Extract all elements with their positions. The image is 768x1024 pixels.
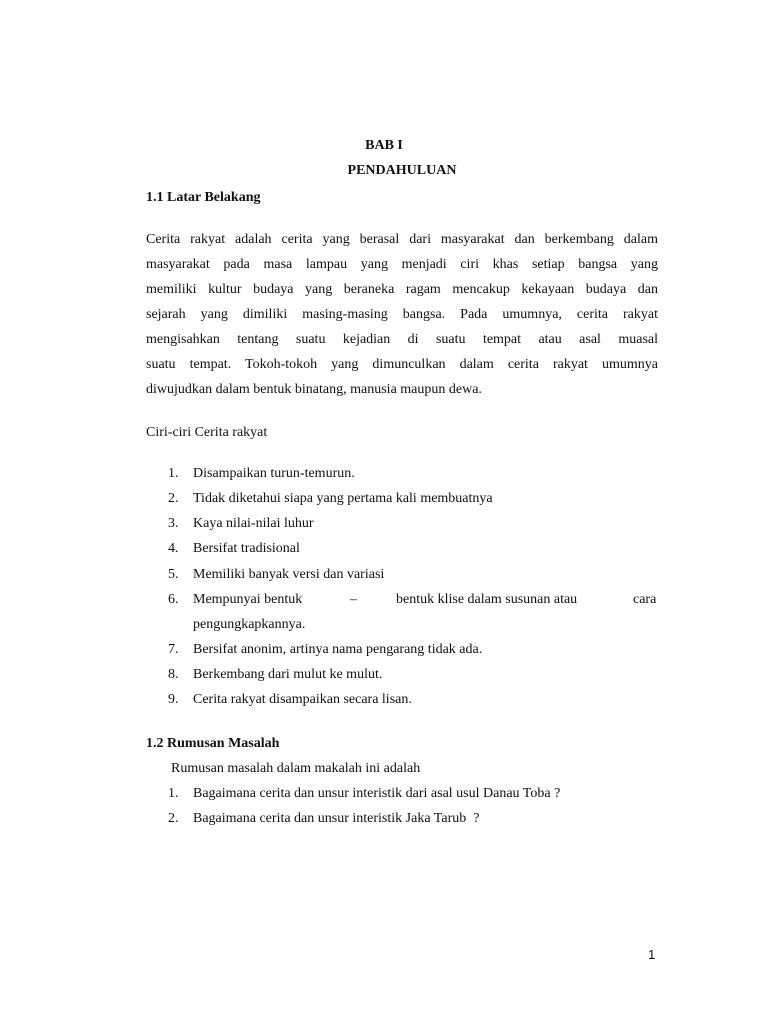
list-number: 5. [168, 567, 179, 582]
section-heading-rumusan-masalah: 1.2 Rumusan Masalah [146, 736, 280, 751]
list-number: 1. [168, 466, 179, 481]
list-item: Bersifat tradisional [193, 541, 300, 556]
list-number: 8. [168, 667, 179, 682]
list-number: 2. [168, 491, 179, 506]
list-item-continuation: pengungkapkannya. [193, 617, 306, 632]
list-number: 3. [168, 516, 179, 531]
list-item: Memiliki banyak versi dan variasi [193, 567, 385, 582]
section-heading-latar-belakang: 1.1 Latar Belakang [146, 190, 261, 205]
list-item-part: Mempunyai bentuk [193, 592, 303, 607]
list-item: Cerita rakyat disampaikan secara lisan. [193, 692, 412, 707]
paragraph-line: mengisahkan tentang suatu kejadian di suatu tempat atau asal muasal [146, 332, 658, 347]
list-item: Tidak diketahui siapa yang pertama kali membuatnya [193, 491, 493, 506]
rumusan-intro: Rumusan masalah dalam makalah ini adalah [171, 761, 421, 776]
list-item-part: bentuk klise dalam susunan atau [396, 592, 578, 607]
paragraph-line: masyarakat pada masa lampau yang menjadi ciri khas setiap bangsa yang [146, 257, 658, 272]
paragraph-line: sejarah yang dimiliki masing-masing bangsa. Pada umumnya, cerita rakyat [146, 307, 658, 322]
list-item: Kaya nilai-nilai luhur [193, 516, 314, 531]
list-number: 9. [168, 692, 179, 707]
list-intro: Ciri-ciri Cerita rakyat [146, 425, 268, 440]
paragraph-line: diwujudkan dalam bentuk binatang, manusia maupun dewa. [146, 382, 482, 397]
list-number: 6. [168, 592, 179, 607]
list-number: 4. [168, 541, 179, 556]
list-item-dash: – [350, 592, 357, 607]
list-number: 2. [168, 811, 179, 826]
list-number: 1. [168, 786, 179, 801]
list-item: Bagaimana cerita dan unsur interistik dari asal usul Danau Toba ? [193, 786, 561, 801]
paragraph-line: memiliki kultur budaya yang beraneka ragam mencakup kekayaan budaya dan [146, 282, 658, 297]
list-item-part: cara [633, 592, 657, 607]
chapter-title: PENDAHULUAN [347, 163, 457, 178]
chapter-label: BAB I [365, 138, 403, 153]
list-number: 7. [168, 642, 179, 657]
list-item: Bersifat anonim, artinya nama pengarang tidak ada. [193, 642, 483, 657]
list-item: Berkembang dari mulut ke mulut. [193, 667, 383, 682]
page-number: 1 [648, 947, 656, 962]
paragraph-line: Cerita rakyat adalah cerita yang berasal dari masyarakat dan berkembang dalam [146, 232, 658, 247]
list-item: Bagaimana cerita dan unsur interistik Jaka Tarub ? [193, 811, 480, 826]
paragraph-line: suatu tempat. Tokoh-tokoh yang dimunculkan dalam cerita rakyat umumnya [146, 357, 658, 372]
list-item: Disampaikan turun-temurun. [193, 466, 355, 481]
